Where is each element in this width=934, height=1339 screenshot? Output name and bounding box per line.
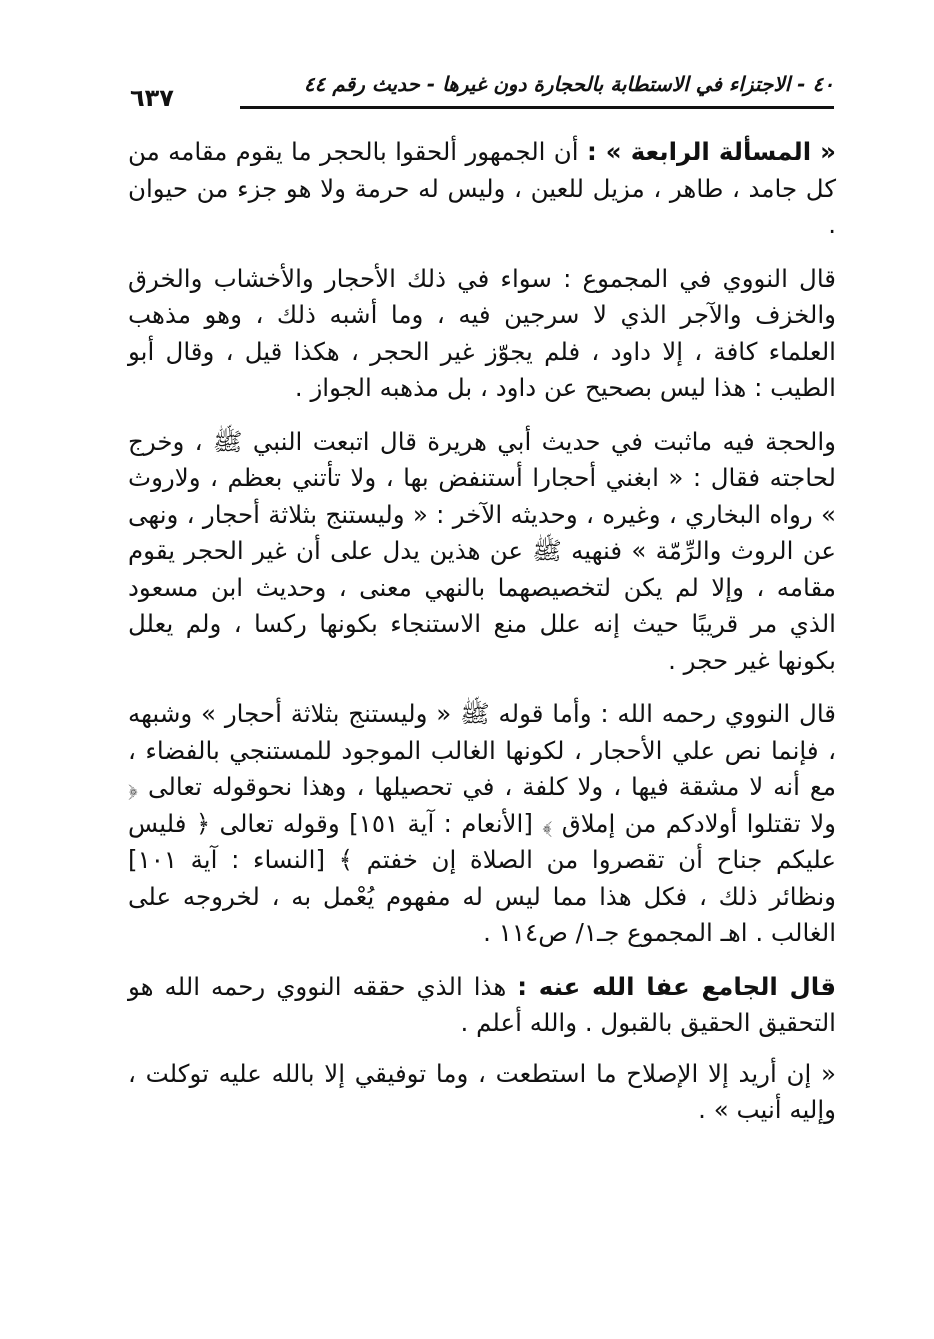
paragraph-compiler-note — [128, 969, 836, 1042]
page-number: ٦٣٧ — [130, 84, 174, 112]
paragraph-text: والحجة فيه ماثبت في حديث أبي هريرة قال اتبعت النبي ﷺ ، وخرج لحاجته فقال : « ابغني أحجارا أستنفض بها ، ولا تأتني بعظم ، ولاروث » رواه البخاري ، وغيره ، وحديثه الآخر : « وليستنج بثلاثة أحجار ، ونهى عن الروث والرِّمّة » فنهيه ﷺ عن هذين يدل على أن غير الحجر يقوم مقامه ، وإلا لم يكن لتخصيصهما بالنهي معنى ، وحديث ابن مسعود الذي مر قريبًا حيث إنه علل منع الاستنجاء بكونها ركسا ، ولم يعلل بكونها غير حجر . — [128, 426, 836, 675]
paragraph-evidence — [128, 424, 836, 680]
paragraph-fourth-issue — [128, 134, 836, 244]
paragraph-text: قال النووي رحمه الله : وأما قوله ﷺ « وليستنج بثلاثة أحجار » وشبهه ، فإنما نص علي الأحجار ، لكونها الغالب الموجود للمستنجي بالفضاء ، مع أنه لا مشقة فيها ، ولا كلفة ، في تحصيلها ، وهذا نحوقوله تعالى ﴿ ولا تقتلوا أولادكم من إملاق ﴾ [الأنعام : آية ١٥١] وقوله تعالى ﴿ فليس عليكم جناح أن تقصروا من الصلاة إن خفتم ﴾ [النساء : آية ١٠١] ونظائر ذلك ، فكل هذا مما ليس له مفهوم يُعْمل به ، لخروجه على الغالب . اهـ المجموع جـ١/ ص١١٤ . — [128, 699, 836, 947]
running-header — [130, 66, 834, 120]
header-rule — [240, 106, 834, 109]
paragraph-lead: « المسألة الرابعة » : — [586, 137, 836, 166]
paragraph-text: هذا الذي حققه النووي رحمه الله هو التحقيق الحقيق بالقبول . والله أعلم . — [128, 971, 836, 1037]
paragraph-closing-quote — [128, 1056, 836, 1129]
paragraph-text: قال النووي في المجموع : سواء في ذلك الأحجار والأخشاب والخرق والخزف والآجر الذي لا سرجين فيه ، وما أشبه ذلك ، وهو مذهب العلماء كافة ، إلا داود ، فلم يجوّز غير الحجر ، هكذا قيل ، وقال أبو الطيب : هذا ليس بصحيح عن داود ، بل مذهبه الجواز . — [128, 263, 836, 402]
paragraph-text: أن الجمهور ألحقوا بالحجر ما يقوم مقامه من كل جامد ، طاهر ، مزيل للعين ، وليس له حرمة ولا هو جزء من حيوان . — [128, 137, 836, 239]
paragraph-nawawi-majmu — [128, 261, 836, 407]
page-body — [128, 134, 836, 1146]
running-header-title: ٤٠ - الاجتزاء في الاستطابة بالحجارة دون غيرها - حديث رقم ٤٤ — [303, 72, 834, 96]
paragraph-lead: قال الجامع عفا الله عنه : — [517, 971, 836, 1001]
paragraph-text: « إن أريد إلا الإصلاح ما استطعت ، وما توفيقي إلا بالله عليه توكلت ، وإليه أنيب » . — [128, 1058, 836, 1124]
paragraph-nawawi-commentary — [128, 696, 836, 952]
